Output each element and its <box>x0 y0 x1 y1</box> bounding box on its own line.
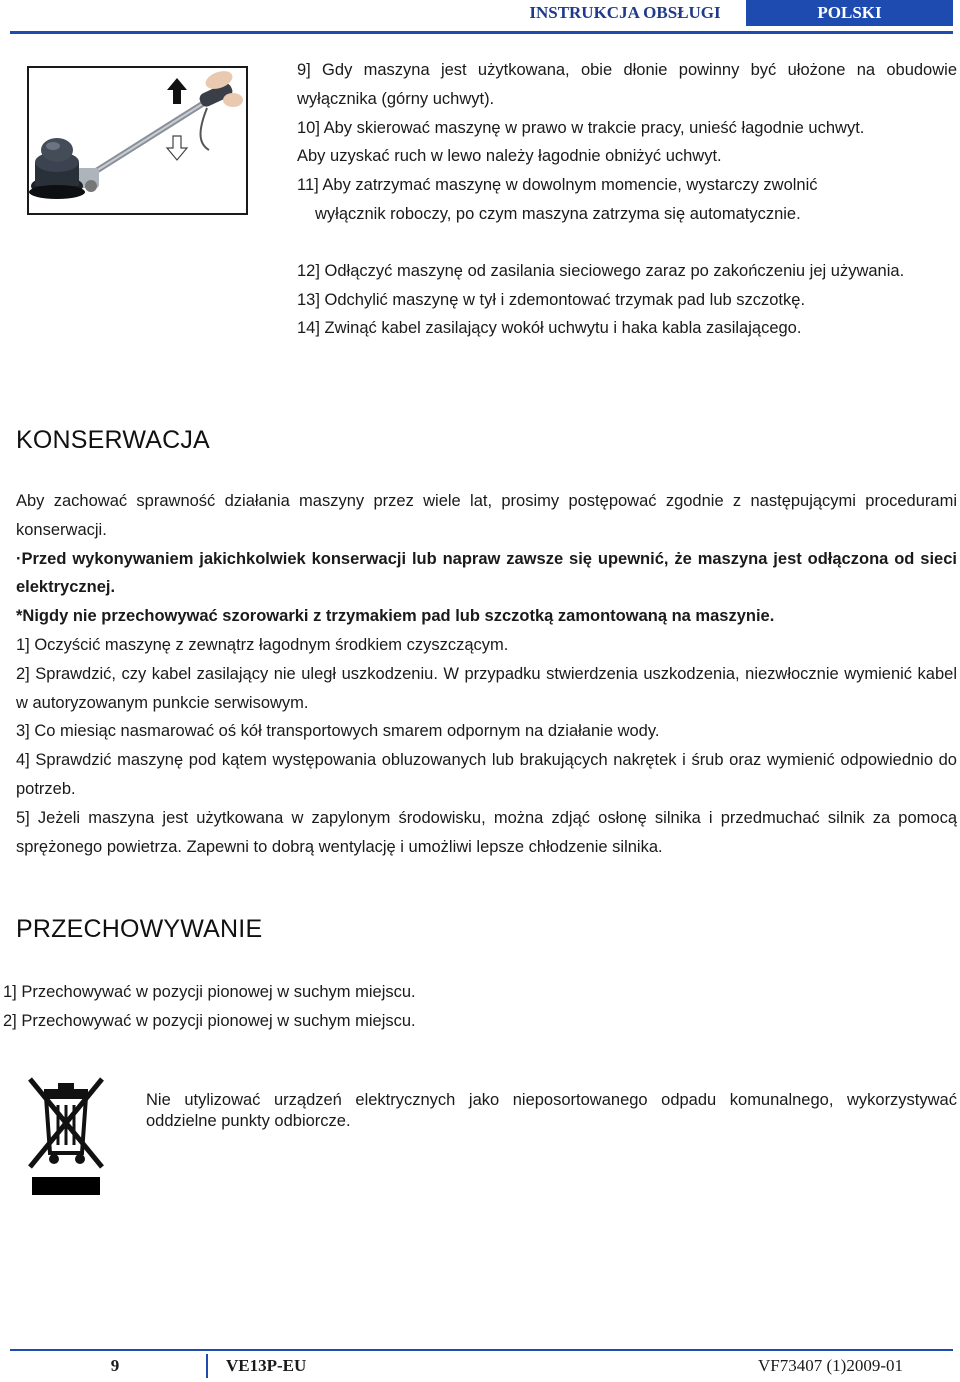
step-12: 12] Odłączyć maszynę od zasilania sieciowego zaraz po zakończeniu jej używania. <box>297 261 905 280</box>
step-10-left: Aby uzyskać ruch w lewo należy łagodnie obniżyć uchwyt. <box>297 147 722 166</box>
step-9: 9] Gdy maszyna jest użytkowana, obie dłonie powinny być ułożone na obudowie wyłącznika (górny uchwyt). <box>297 61 957 108</box>
maintenance-item-1: 1] Oczyścić maszynę z zewnątrz łagodnym środkiem czyszczącym. <box>16 635 509 654</box>
storage-item-2: 2] Przechowywać w pozycji pionowej w suchym miejscu. <box>3 1011 416 1030</box>
maintenance-item-5: 5] Jeżeli maszyna jest użytkowana w zapylonym środowisku, można zdjąć osłonę silnika i przedmuchać silnik za pomocą sprężonego powietrza. Zapewni to dobrą wentylację i umożliwi lepsze chłodzenie silnika. <box>16 808 957 856</box>
footer-divider <box>10 1349 953 1351</box>
maintenance-section <box>16 487 957 861</box>
model-number: VE13P-EU <box>226 1356 307 1375</box>
section-title-storage: PRZECHOWYWANIE <box>16 915 263 943</box>
maintenance-item-2: 2] Sprawdzić, czy kabel zasilający nie uległ uszkodzeniu. W przypadku stwierdzenia uszkodzenia, niezwłocznie wymienić kabel w autoryzowanym punkcie serwisowym. <box>16 664 957 712</box>
header-divider <box>10 31 953 34</box>
footer-separator <box>206 1354 208 1378</box>
maintenance-intro: Aby zachować sprawność działania maszyny przez wiele lat, prosimy postępować zgodnie z następującymi procedurami konserwacji. <box>16 492 957 539</box>
arrow-down-icon <box>167 136 187 160</box>
crossed-out-wheelie-bin-icon <box>22 1075 110 1199</box>
maintenance-item-4: 4] Sprawdzić maszynę pod kątem występowania obluzowanych lub brakujących nakrętek i śrub oraz wymienić odpowiednio do potrzeb. <box>16 751 957 798</box>
maintenance-warning-disconnect: ·Przed wykonywaniem jakichkolwiek konserwacji lub napraw zawsze się upewnić, że maszyna jest odłączona od sieci elektrycznej. <box>16 549 957 597</box>
step-11: 11] Aby zatrzymać maszynę w dowolnym momencie, wystarczy zwolnić <box>297 176 818 195</box>
step-10: 10] Aby skierować maszynę w prawo w trakcie pracy, unieść łagodnie uchwyt. <box>297 118 865 137</box>
step-14: 14] Zwinąć kabel zasilający wokół uchwytu i haka kabla zasilającego. <box>297 319 802 338</box>
step-11-cont: wyłącznik roboczy, po czym maszyna zatrzyma się automatycznie. <box>315 204 801 223</box>
operating-steps <box>297 56 957 343</box>
maintenance-item-3: 3] Co miesiąc nasmarować oś kół transportowych smarem odpornym na działanie wody. <box>16 722 660 741</box>
storage-item-1: 1] Przechowywać w pozycji pionowej w suchym miejscu. <box>3 983 416 1001</box>
arrow-up-icon <box>167 78 187 104</box>
floor-machine-icon <box>29 68 246 213</box>
page-number: 9 <box>110 1356 120 1375</box>
maintenance-warning-storage: *Nigdy nie przechowywać szorowarki z trzymakiem pad lub szczotką zamontowaną na maszynie. <box>16 607 775 626</box>
storage-section <box>3 978 703 1036</box>
section-title-maintenance: KONSERWACJA <box>16 426 210 454</box>
step-13: 13] Odchylić maszynę w tył i zdemontować trzymak pad lub szczotkę. <box>297 290 806 309</box>
language-badge: POLSKI <box>746 0 953 26</box>
weee-disposal-notice: Nie utylizować urządzeń elektrycznych jako nieposortowanego odpadu komunalnego, wykorzystywać oddzielne punkty odbiorcze. <box>146 1091 957 1130</box>
document-code: VF73407 (1)2009-01 <box>758 1356 903 1375</box>
machine-handle-illustration <box>27 66 248 215</box>
manual-title: INSTRUKCJA OBSŁUGI <box>529 3 721 22</box>
